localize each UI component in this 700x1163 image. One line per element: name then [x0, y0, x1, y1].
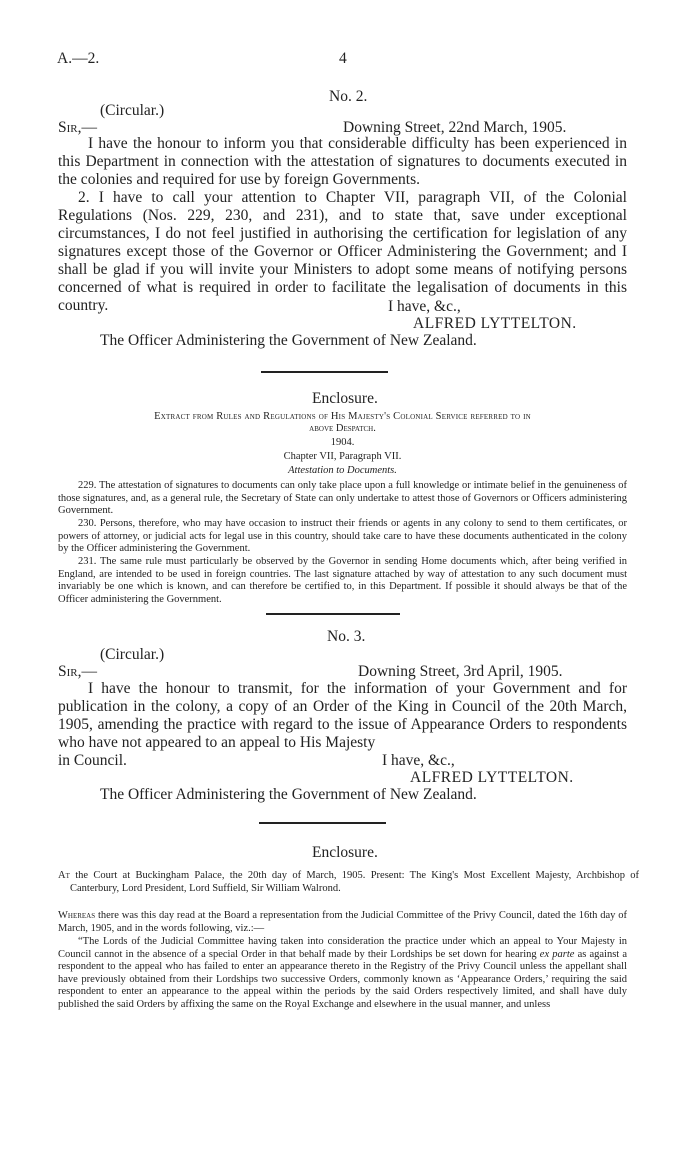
- enclosure-heading: Enclosure.: [312, 390, 378, 407]
- place-date: Downing Street, 22nd March, 1905.: [343, 119, 567, 136]
- addressee: The Officer Administering the Government of New Zealand.: [100, 786, 477, 803]
- year: 1904.: [330, 437, 355, 448]
- extract-title-line-1: Extract from Rules and Regulations of His Majesty's Colonial Service referred to in: [154, 411, 531, 422]
- despatch-paragraph-1: I have the honour to inform you that considerable difficulty has been experienced in this Department in connection with the attestation of signatures to documents executed in the colonies and required for use by foreign Governments.: [58, 135, 627, 188]
- extract-title-line-2: above Despatch.: [309, 423, 376, 434]
- extract-title: [58, 411, 627, 424]
- court-text: the Court at Buckingham Palace, the 20th day of March, 1905. Present: The King's Most Excellent Majesty, Archbishop of Canterbury, Lord President, Lord Suffield, Sir William Walrond.: [70, 870, 640, 894]
- document-reference: A.—2.: [57, 50, 100, 67]
- regulation-231: 231. The same rule must particularly be observed by the Governor in sending Home documents which, after being verified in England, are intended to be used in foreign countries. The last signature attached by way of attestation to any such document must invariably be one which is known, and can therefore be certified to, in this Department. If possible it should always be that of the Officer administering the Government.: [58, 556, 627, 605]
- section-divider: [261, 371, 388, 373]
- place-date: Downing Street, 3rd April, 1905.: [358, 663, 563, 680]
- closing: I have, &c.,: [388, 298, 461, 315]
- section-divider: [259, 822, 386, 824]
- closing: I have, &c.,: [382, 752, 455, 769]
- whereas-text: there was this day read at the Board a representation from the Judicial Committee of the Privy Council, dated the 16th day of March, 1905, and in the words following, viz.:—: [58, 910, 627, 934]
- despatch-paragraph-1-end: in Council.: [58, 752, 127, 769]
- despatch-number: No. 2.: [329, 88, 368, 105]
- ex-parte: ex parte: [539, 948, 575, 960]
- salutation: Sir,—: [58, 663, 97, 680]
- despatch-paragraph-1: I have the honour to transmit, for the information of your Government and for publication in the colony, a copy of an Order of the King in Council of the 20th March, 1905, amending the practice with regard to the issue of Appearance Orders to respondents who have not appeared to an appeal to His Majesty: [58, 680, 627, 751]
- court-label: At: [58, 870, 70, 881]
- enclosure-heading: Enclosure.: [312, 844, 378, 861]
- regulation-229: 229. The attestation of signatures to documents can only take place upon a full knowledge or intimate belief in the genuineness of those signatures, and, as a general rule, the Secretary of State can only undertake to attest those of Governors or Officers administering Government.: [58, 480, 627, 517]
- signature: ALFRED LYTTELTON.: [410, 769, 574, 786]
- section-divider: [266, 613, 400, 615]
- section-subtitle: Attestation to Documents.: [288, 465, 397, 476]
- despatch-paragraph-2: 2. I have to call your attention to Chapter VII, paragraph VII, of the Colonial Regulations (Nos. 229, 230, and 231), and to state that, save under exceptional circumstances, I do not feel justified in authorising the certification for legislation of any signatures except those of the Governor or Officer Administering the Government; and I shall be glad if you will invite your Ministers to adopt some means of notifying persons concerned of what is required in order to facilitate the legalisation of documents in this country.: [58, 189, 627, 314]
- chapter-heading: Chapter VII, Paragraph VII.: [283, 451, 402, 462]
- lords-paragraph: [58, 936, 627, 1012]
- salutation: Sir,—: [58, 119, 97, 136]
- addressee: The Officer Administering the Government of New Zealand.: [100, 332, 477, 349]
- despatch-number: No. 3.: [327, 628, 366, 645]
- regulation-230: 230. Persons, therefore, who may have occasion to instruct their friends or agents in any colony to send to them certificates, or powers of attorney, or judicial acts for legal use in this country, should take care to have these documents authenticated in the colony by the Officer administering the Government.: [58, 518, 627, 555]
- circular-label: (Circular.): [100, 646, 165, 663]
- lords-text-a: “The Lords of the Judicial Committee having taken into consideration the practice under which an appeal to Your Majesty in Council cannot in the absence of a special Order in that behalf made by their Lordships be set down for hearing: [58, 936, 627, 960]
- whereas-label: Whereas: [58, 910, 96, 921]
- court-present: [58, 870, 639, 895]
- page-number: 4: [339, 50, 347, 67]
- signature: ALFRED LYTTELTON.: [413, 315, 577, 332]
- whereas-paragraph: [58, 910, 627, 935]
- circular-label: (Circular.): [100, 102, 165, 119]
- lords-text-b: as against a respondent to the appeal who has failed to enter an appearance thereto in the Registry of the Privy Council unless the appellant shall have previously obtained from their Lordships two successive Orders, commonly known as ‘Appearance Orders,’ requiring the said respondent to enter an appearance to the appeal within the periods by the said Orders respectively limited, and shall have duly published the said Orders by affixing the same on the Royal Exchange and elsewhere in the usual manner, and unless: [58, 948, 628, 1010]
